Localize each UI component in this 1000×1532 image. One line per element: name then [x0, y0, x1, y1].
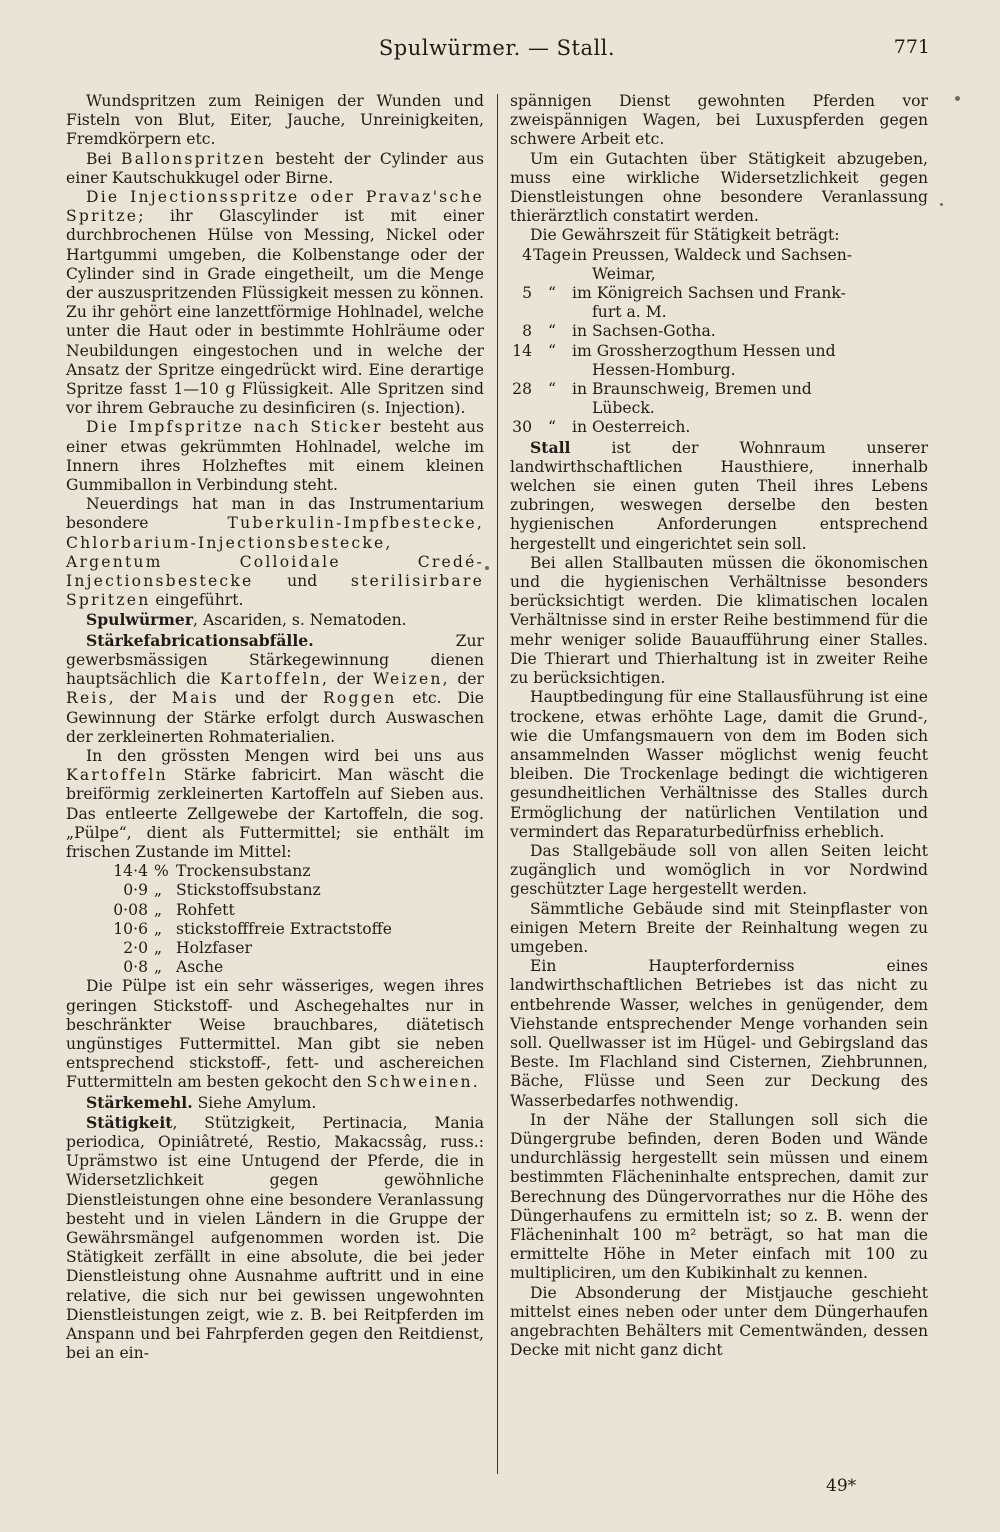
list-item: [510, 418, 928, 437]
guarantee-period-list: [510, 246, 928, 438]
table-unit: „: [154, 919, 163, 938]
text-run: , Stützigkeit, Pertinacia, Mania periodica, Opiniâtreté, Restio, Makacssâg, russ.: Uprämstwo ist eine Untugend der Pferde, die in Widersetzlichkeit gegen gewöhnliche Dienstleistungen ohne eine besondere Veranlassung besteht und in vielen Ländern in die Gruppe der Gewährsmängel aufgenommen worden ist. Die Stätigkeit zerfällt in eine absolute, die bei jeder Dienstleistung ohne Ausnahme auftritt und in eine relative, die sich nur bei gewissen ungewohnten Dienstleistungen zeigt, wie z. B. bei Reitpferden im Anspann und bei Fahrpferden gegen den Reitdienst, bei an ein-: [66, 1113, 484, 1363]
guarantee-region: in Sachsen-Gotha.: [572, 322, 716, 341]
paragraph: Das Stallgebäude soll von allen Seiten leicht zugänglich und womöglich in vor Nordwind geschützter Lage hergestellt werden.: [510, 841, 928, 899]
text-run: besteht aus einer etwas gekrümmten Hohlnadel, welche im Innern ihres Holzheftes mit einem kleinen Gummiballon in Verbindung steht.: [66, 418, 484, 495]
text-run: eingeführt.: [150, 591, 244, 610]
text-run: Bei: [86, 149, 122, 168]
guarantee-days: 4: [522, 245, 532, 264]
guarantee-unit: “: [548, 341, 556, 360]
guarantee-region-continued: Hessen-Homburg.: [592, 360, 736, 379]
entry-headword: Spulwürmer: [86, 610, 194, 630]
text-run: , der: [442, 670, 484, 689]
entry-headword: Stärkemehl.: [86, 1092, 193, 1112]
list-item: [510, 380, 928, 399]
spaced-term: Mais: [171, 689, 219, 708]
spaced-term: Die Injectionsspritze oder Pravaz'sche Spritze: [66, 188, 484, 226]
table-name: Asche: [176, 958, 224, 977]
guarantee-days: 14: [512, 341, 532, 360]
text-run: Zur gewerbsmässigen Stärkegewinnung dienen hauptsächlich die: [66, 631, 484, 689]
guarantee-days: 30: [512, 418, 532, 437]
paragraph: [66, 188, 484, 418]
text-run: und der: [218, 689, 323, 708]
guarantee-unit: “: [548, 418, 556, 437]
text-run: besteht der Cylinder aus einer Kautschukkugel oder Birne.: [66, 149, 484, 187]
table-unit: „: [154, 958, 163, 977]
spaced-term: Kartoffeln: [220, 670, 322, 689]
entry-staetigkeit: [66, 1113, 484, 1364]
paragraph: [66, 495, 484, 610]
text-run: und: [253, 572, 351, 591]
text-run: Siehe Amylum.: [192, 1093, 317, 1112]
left-column: [66, 92, 484, 1363]
table-row: [66, 862, 484, 881]
entry-spulwuermer: [66, 610, 484, 630]
guarantee-unit: “: [548, 380, 556, 399]
table-row: [66, 958, 484, 977]
table-unit: „: [154, 938, 163, 957]
column-divider: [497, 94, 498, 1474]
guarantee-unit: “: [548, 322, 556, 341]
paragraph: [66, 977, 484, 1092]
text-run: Stärke fabricirt. Man wäscht die breiförmig zerkleinerten Kartoffeln auf Sieben aus. Das entleerte Zellgewebe der Kartoffeln, die sog. „Pülpe“, dient als Futtermittel; sie enthält im frischen Zustande im Mittel:: [66, 766, 484, 861]
paragraph: [66, 418, 484, 495]
text-run: ist der Wohnraum unserer landwirthschaftlichen Hausthiere, innerhalb welchen sie einen guten Theil ihres Lebens zubringen, weswegen derselbe den besten hygienischen Anforderungen entsprechend hergestellt und eingerichtet sein soll.: [510, 438, 928, 553]
right-column: [510, 92, 928, 1360]
paper-speck: [940, 203, 943, 206]
spaced-term: Roggen: [322, 689, 397, 708]
running-title: Spulwürmer. — Stall.: [378, 36, 616, 60]
text-run: Die Pülpe ist ein sehr wässeriges, wegen ihres geringen Stickstoff- und Aschegehaltes nur in beschränkter Weise brauchbares, diätetisch ungünstiges Futtermittel. Man gibt sie neben entsprechend stickstoff-, fett- und aschereichen Futtermitteln am besten gekocht den: [66, 977, 484, 1092]
table-row: [66, 939, 484, 958]
table-value: 0·08: [113, 900, 148, 919]
guarantee-region-continued: Weimar,: [592, 264, 656, 283]
table-value: 2·0: [123, 938, 148, 957]
table-value: 0·9: [123, 881, 148, 900]
paragraph: In der Nähe der Stallungen soll sich die Düngergrube befinden, deren Boden und Wände undurchlässig hergestellt sein müssen und einem bestimmten Flächeninhalte entsprechen, damit zur Berechnung des Düngervorrathes nur die Höhe des Düngerhaufens zu ermitteln ist; so z. B. wenn der Flächeninhalt 100 m² beträgt, so hat man die ermittelte Höhe in Meter einfach mit 100 zu multipliciren, um den Kubikinhalt zu kennen.: [510, 1110, 928, 1283]
entry-headword: Stätigkeit: [86, 1112, 173, 1132]
text-run: etc. Die Gewinnung der Stärke erfolgt durch Auswaschen der zerkleinerten Rohmaterialien.: [66, 689, 484, 746]
table-name: Trockensubstanz: [176, 862, 311, 881]
paragraph: Bei allen Stallbauten müssen die ökonomischen und die hygienischen Verhältnisse besonders berücksichtigt werden. Die klimatischen localen Verhältnisse sind in erster Reihe bestimmend für die mehr weniger solide Bauaufführung einer Stalles. Die Thierart und Thierhaltung ist in zweiter Reihe zu berücksichtigen.: [510, 553, 928, 688]
text-run: , Ascariden, s. Nematoden.: [193, 611, 407, 630]
text-run: .: [472, 1073, 478, 1092]
paper-speck: [955, 96, 960, 101]
table-value: 0·8: [123, 958, 148, 977]
guarantee-days: 5: [522, 284, 532, 303]
guarantee-unit: “: [548, 284, 556, 303]
paragraph: Hauptbedingung für eine Stallausführung ist eine trockene, etwas erhöhte Lage, damit die Grund-, wie die Umfangsmauern von dem im Boden sich ansammelnden Wasser möglichst wenig feucht bleiben. Die Trockenlage bedingt die wichtigeren gesundheitlichen Verhältnisse des Stalles durch Ermöglichung der natürlichen Ventilation und vermindert das Reparaturbedürfniss erheblich.: [510, 688, 928, 841]
entry-headword: Stall: [530, 437, 571, 457]
table-unit: „: [154, 881, 163, 900]
table-name: Rohfett: [176, 900, 235, 919]
table-name: stickstofffreie Extractstoffe: [176, 919, 392, 938]
text-run: , der: [321, 670, 373, 689]
text-run: ; ihr Glascylinder ist mit einer durchbrochenen Hülse von Messing, Nickel oder Hartgummi umgeben, die Kolbenstange oder der Cylinder sind in Grade eingetheilt, um die Menge der auszuspritzenden Flüssigkeit messen zu können. Zu ihr gehört eine lanzettförmige Hohlnadel, welche unter die Haut oder in bestimmte Hohlräume oder Neubildungen eingestochen und in welche der Ansatz der Spritze eingedrückt wird. Eine derartige Spritze fasst 1—10 g Flüssigkeit. Alle Spritzen sind vor ihrem Gebrauche zu desinficiren (s. Injection).: [66, 207, 484, 418]
paragraph: Wundspritzen zum Reinigen der Wunden und Fisteln von Blut, Eiter, Jauche, Unreinigkeiten, Fremdkörpern etc.: [66, 92, 484, 149]
guarantee-region: in Oesterreich.: [572, 418, 691, 437]
spaced-term: Ballonspritzen: [121, 149, 267, 168]
entry-staerkemehl: [66, 1093, 484, 1113]
table-value: 14·4: [113, 862, 148, 881]
table-row: [66, 881, 484, 900]
list-item: [510, 284, 928, 303]
paragraph: Die Absonderung der Mistjauche geschieht mittelst eines neben oder unter dem Düngerhaufen angebrachten Behälters mit Cementwänden, dessen Decke mit nicht ganz dicht: [510, 1283, 928, 1360]
guarantee-region: im Königreich Sachsen und Frank-: [572, 284, 846, 303]
guarantee-region: im Grossherzogthum Hessen und: [572, 341, 836, 360]
spaced-term: Die Impfspritze nach Sticker: [86, 418, 383, 437]
signature-mark: 49*: [826, 1476, 857, 1496]
entry-headword: Stärkefabricationsabfälle.: [86, 630, 314, 650]
guarantee-days: 8: [522, 322, 532, 341]
paragraph: Um ein Gutachten über Stätigkeit abzugeben, muss eine wirkliche Widersetzlichkeit gegen Dienstleistungen ohne besondere Veranlassung thierärztlich constatirt werden.: [510, 149, 928, 226]
list-item: [510, 322, 928, 341]
guarantee-region-continued: Lübeck.: [592, 399, 655, 418]
text-run: Neuerdings hat man in das Instrumentarium besondere: [66, 495, 484, 533]
spaced-term: Tuberkulin-Impfbestecke, Chlorbarium-Injectionsbestecke, Argentum Colloidale Credé-Injectionsbestecke: [66, 514, 484, 591]
table-unit: %: [154, 862, 169, 881]
guarantee-region: in Braunschweig, Bremen und: [572, 380, 812, 399]
entry-staerkefabricationsabfaelle: [66, 631, 484, 747]
paragraph: spännigen Dienst gewohnten Pferden vor zweispännigen Wagen, bei Luxuspferden gegen schwere Arbeit etc.: [510, 92, 928, 149]
table-row: [66, 901, 484, 920]
composition-table: [66, 862, 484, 977]
page-header: [64, 30, 930, 66]
table-row: [66, 920, 484, 939]
page-number: 771: [893, 36, 930, 58]
paragraph: [66, 150, 484, 188]
paragraph: Ein Haupterforderniss eines landwirthschaftlichen Betriebes ist das nicht zu entbehrende Wasser, welches in genügender, dem Viehstande entsprechender Menge vorhanden sein soll. Quellwasser ist im Hügel- und Gebirgsland das Beste. Im Flachland sind Cisternen, Ziehbrunnen, Bäche, Flüsse und Seen zur Deckung des Wasserbedarfes nothwendig.: [510, 957, 928, 1110]
spaced-term: Schweinen: [366, 1073, 473, 1092]
list-item: [510, 246, 928, 265]
paper-speck: [485, 566, 489, 570]
paragraph: Sämmtliche Gebäude sind mit Steinpflaster von einigen Metern Breite der Reinhaltung wegen zu umgeben.: [510, 899, 928, 956]
table-unit: „: [154, 900, 163, 919]
paragraph: Die Gewährszeit für Stätigkeit beträgt:: [530, 226, 840, 245]
spaced-term: sterilisirbare Spritzen: [66, 572, 484, 610]
table-name: Holzfaser: [176, 938, 252, 957]
paragraph: [66, 747, 484, 862]
spaced-term: Kartoffeln: [66, 766, 168, 785]
guarantee-days: 28: [512, 380, 532, 399]
spaced-term: Weizen: [372, 670, 443, 689]
guarantee-region: in Preussen, Waldeck und Sachsen-: [572, 245, 853, 264]
table-name: Stickstoffsubstanz: [176, 881, 321, 900]
guarantee-unit: Tage: [533, 245, 571, 264]
guarantee-region-continued: furt a. M.: [592, 303, 667, 322]
text-run: , der: [108, 689, 172, 708]
table-value: 10·6: [113, 919, 148, 938]
list-item: [510, 342, 928, 361]
spaced-term: Reis: [66, 689, 109, 708]
text-run: In den grössten Mengen wird bei uns aus: [86, 746, 484, 765]
entry-stall: [510, 438, 928, 554]
